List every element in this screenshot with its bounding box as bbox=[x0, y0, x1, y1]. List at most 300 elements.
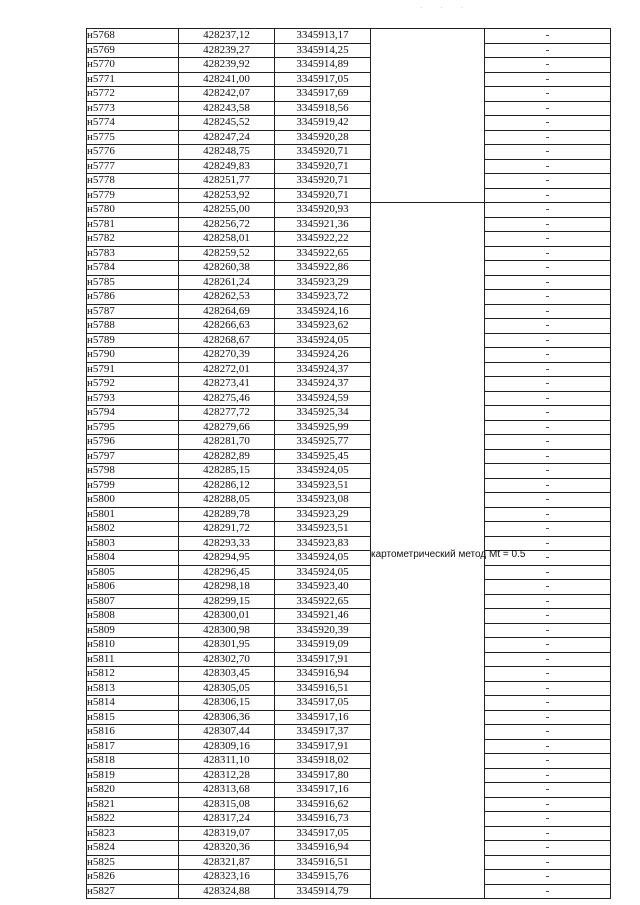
y-coordinate-cell: 3345917,69 bbox=[275, 87, 371, 102]
description-cell: - bbox=[485, 217, 611, 232]
y-coordinate-cell: 3345923,72 bbox=[275, 290, 371, 305]
x-coordinate-cell: 428243,58 bbox=[179, 101, 275, 116]
point-name-cell: н5785 bbox=[87, 275, 179, 290]
table-row bbox=[87, 623, 611, 638]
table-row bbox=[87, 58, 611, 73]
table-row bbox=[87, 754, 611, 769]
point-name-cell: н5804 bbox=[87, 551, 179, 566]
x-coordinate-cell: 428306,15 bbox=[179, 696, 275, 711]
x-coordinate-cell: 428249,83 bbox=[179, 159, 275, 174]
y-coordinate-cell: 3345924,59 bbox=[275, 391, 371, 406]
table-row bbox=[87, 290, 611, 305]
x-coordinate-cell: 428277,72 bbox=[179, 406, 275, 421]
x-coordinate-cell: 428301,95 bbox=[179, 638, 275, 653]
description-cell: - bbox=[485, 464, 611, 479]
x-coordinate-cell: 428313,68 bbox=[179, 783, 275, 798]
description-cell: - bbox=[485, 203, 611, 218]
table-row bbox=[87, 377, 611, 392]
x-coordinate-cell: 428242,07 bbox=[179, 87, 275, 102]
point-name-cell: н5770 bbox=[87, 58, 179, 73]
x-coordinate-cell: 428260,38 bbox=[179, 261, 275, 276]
description-cell: - bbox=[485, 696, 611, 711]
point-name-cell: н5774 bbox=[87, 116, 179, 131]
y-coordinate-cell: 3345923,40 bbox=[275, 580, 371, 595]
x-coordinate-cell: 428286,12 bbox=[179, 478, 275, 493]
point-name-cell: н5775 bbox=[87, 130, 179, 145]
description-cell: - bbox=[485, 58, 611, 73]
x-coordinate-cell: 428253,92 bbox=[179, 188, 275, 203]
point-name-cell: н5781 bbox=[87, 217, 179, 232]
x-coordinate-cell: 428324,88 bbox=[179, 884, 275, 899]
description-cell: - bbox=[485, 493, 611, 508]
point-name-cell: н5778 bbox=[87, 174, 179, 189]
description-cell: - bbox=[485, 551, 611, 566]
coordinates-table bbox=[86, 28, 611, 899]
table-row bbox=[87, 681, 611, 696]
x-coordinate-cell: 428248,75 bbox=[179, 145, 275, 160]
y-coordinate-cell: 3345914,79 bbox=[275, 884, 371, 899]
x-coordinate-cell: 428323,16 bbox=[179, 870, 275, 885]
x-coordinate-cell: 428300,01 bbox=[179, 609, 275, 624]
description-cell: - bbox=[485, 797, 611, 812]
description-cell: - bbox=[485, 667, 611, 682]
method-cell: картометрический метод Mt = 0.5 bbox=[371, 203, 485, 899]
y-coordinate-cell: 3345918,56 bbox=[275, 101, 371, 116]
x-coordinate-cell: 428261,24 bbox=[179, 275, 275, 290]
description-cell: - bbox=[485, 72, 611, 87]
table-row bbox=[87, 159, 611, 174]
x-coordinate-cell: 428282,89 bbox=[179, 449, 275, 464]
description-cell: - bbox=[485, 507, 611, 522]
x-coordinate-cell: 428302,70 bbox=[179, 652, 275, 667]
point-name-cell: н5820 bbox=[87, 783, 179, 798]
table-row bbox=[87, 232, 611, 247]
description-cell: - bbox=[485, 116, 611, 131]
y-coordinate-cell: 3345917,16 bbox=[275, 710, 371, 725]
table-row bbox=[87, 130, 611, 145]
description-cell: - bbox=[485, 725, 611, 740]
x-coordinate-cell: 428264,69 bbox=[179, 304, 275, 319]
y-coordinate-cell: 3345917,05 bbox=[275, 696, 371, 711]
y-coordinate-cell: 3345924,26 bbox=[275, 348, 371, 363]
description-cell: - bbox=[485, 275, 611, 290]
y-coordinate-cell: 3345923,08 bbox=[275, 493, 371, 508]
y-coordinate-cell: 3345922,65 bbox=[275, 594, 371, 609]
table-row bbox=[87, 884, 611, 899]
point-name-cell: н5796 bbox=[87, 435, 179, 450]
description-cell: - bbox=[485, 435, 611, 450]
description-cell: - bbox=[485, 246, 611, 261]
table-row bbox=[87, 362, 611, 377]
y-coordinate-cell: 3345920,71 bbox=[275, 145, 371, 160]
table-row bbox=[87, 725, 611, 740]
y-coordinate-cell: 3345924,37 bbox=[275, 362, 371, 377]
point-name-cell: н5769 bbox=[87, 43, 179, 58]
x-coordinate-cell: 428285,15 bbox=[179, 464, 275, 479]
point-name-cell: н5810 bbox=[87, 638, 179, 653]
x-coordinate-cell: 428291,72 bbox=[179, 522, 275, 537]
table-row bbox=[87, 797, 611, 812]
y-coordinate-cell: 3345916,51 bbox=[275, 681, 371, 696]
table-row bbox=[87, 667, 611, 682]
description-cell: - bbox=[485, 812, 611, 827]
point-name-cell: н5822 bbox=[87, 812, 179, 827]
description-cell: - bbox=[485, 594, 611, 609]
y-coordinate-cell: 3345919,42 bbox=[275, 116, 371, 131]
point-name-cell: н5808 bbox=[87, 609, 179, 624]
table-row bbox=[87, 464, 611, 479]
x-coordinate-cell: 428247,24 bbox=[179, 130, 275, 145]
description-cell: - bbox=[485, 232, 611, 247]
description-cell: - bbox=[485, 783, 611, 798]
table-row bbox=[87, 72, 611, 87]
description-cell: - bbox=[485, 304, 611, 319]
y-coordinate-cell: 3345924,05 bbox=[275, 333, 371, 348]
table-row bbox=[87, 478, 611, 493]
y-coordinate-cell: 3345924,05 bbox=[275, 565, 371, 580]
x-coordinate-cell: 428293,33 bbox=[179, 536, 275, 551]
y-coordinate-cell: 3345923,51 bbox=[275, 478, 371, 493]
table-row bbox=[87, 594, 611, 609]
x-coordinate-cell: 428273,41 bbox=[179, 377, 275, 392]
x-coordinate-cell: 428307,44 bbox=[179, 725, 275, 740]
point-name-cell: н5811 bbox=[87, 652, 179, 667]
y-coordinate-cell: 3345914,89 bbox=[275, 58, 371, 73]
point-name-cell: н5809 bbox=[87, 623, 179, 638]
method-cell-empty bbox=[371, 29, 485, 203]
table-row bbox=[87, 246, 611, 261]
table-row bbox=[87, 29, 611, 44]
x-coordinate-cell: 428258,01 bbox=[179, 232, 275, 247]
table-row bbox=[87, 348, 611, 363]
point-name-cell: н5773 bbox=[87, 101, 179, 116]
table-row bbox=[87, 638, 611, 653]
y-coordinate-cell: 3345923,83 bbox=[275, 536, 371, 551]
x-coordinate-cell: 428312,28 bbox=[179, 768, 275, 783]
x-coordinate-cell: 428268,67 bbox=[179, 333, 275, 348]
description-cell: - bbox=[485, 29, 611, 44]
x-coordinate-cell: 428239,27 bbox=[179, 43, 275, 58]
x-coordinate-cell: 428320,36 bbox=[179, 841, 275, 856]
y-coordinate-cell: 3345922,65 bbox=[275, 246, 371, 261]
y-coordinate-cell: 3345917,16 bbox=[275, 783, 371, 798]
point-name-cell: н5771 bbox=[87, 72, 179, 87]
y-coordinate-cell: 3345916,51 bbox=[275, 855, 371, 870]
description-cell: - bbox=[485, 638, 611, 653]
table-row bbox=[87, 855, 611, 870]
point-name-cell: н5823 bbox=[87, 826, 179, 841]
point-name-cell: н5795 bbox=[87, 420, 179, 435]
y-coordinate-cell: 3345920,39 bbox=[275, 623, 371, 638]
x-coordinate-cell: 428303,45 bbox=[179, 667, 275, 682]
point-name-cell: н5817 bbox=[87, 739, 179, 754]
point-name-cell: н5803 bbox=[87, 536, 179, 551]
point-name-cell: н5821 bbox=[87, 797, 179, 812]
table-row bbox=[87, 333, 611, 348]
y-coordinate-cell: 3345924,16 bbox=[275, 304, 371, 319]
description-cell: - bbox=[485, 884, 611, 899]
y-coordinate-cell: 3345923,29 bbox=[275, 275, 371, 290]
point-name-cell: н5768 bbox=[87, 29, 179, 44]
point-name-cell: н5793 bbox=[87, 391, 179, 406]
description-cell: - bbox=[485, 174, 611, 189]
y-coordinate-cell: 3345918,02 bbox=[275, 754, 371, 769]
table-row bbox=[87, 87, 611, 102]
point-name-cell: н5827 bbox=[87, 884, 179, 899]
description-cell: - bbox=[485, 841, 611, 856]
point-name-cell: н5777 bbox=[87, 159, 179, 174]
point-name-cell: н5779 bbox=[87, 188, 179, 203]
table-row bbox=[87, 188, 611, 203]
description-cell: - bbox=[485, 739, 611, 754]
table-row bbox=[87, 203, 611, 218]
point-name-cell: н5815 bbox=[87, 710, 179, 725]
y-coordinate-cell: 3345921,36 bbox=[275, 217, 371, 232]
y-coordinate-cell: 3345916,62 bbox=[275, 797, 371, 812]
y-coordinate-cell: 3345917,05 bbox=[275, 826, 371, 841]
y-coordinate-cell: 3345916,94 bbox=[275, 667, 371, 682]
table-row bbox=[87, 449, 611, 464]
table-row bbox=[87, 768, 611, 783]
y-coordinate-cell: 3345917,80 bbox=[275, 768, 371, 783]
point-name-cell: н5819 bbox=[87, 768, 179, 783]
y-coordinate-cell: 3345915,76 bbox=[275, 870, 371, 885]
table-row bbox=[87, 652, 611, 667]
y-coordinate-cell: 3345925,77 bbox=[275, 435, 371, 450]
point-name-cell: н5797 bbox=[87, 449, 179, 464]
description-cell: - bbox=[485, 754, 611, 769]
table-row bbox=[87, 217, 611, 232]
x-coordinate-cell: 428321,87 bbox=[179, 855, 275, 870]
point-name-cell: н5816 bbox=[87, 725, 179, 740]
description-cell: - bbox=[485, 348, 611, 363]
x-coordinate-cell: 428311,10 bbox=[179, 754, 275, 769]
x-coordinate-cell: 428299,15 bbox=[179, 594, 275, 609]
x-coordinate-cell: 428245,52 bbox=[179, 116, 275, 131]
point-name-cell: н5780 bbox=[87, 203, 179, 218]
description-cell: - bbox=[485, 681, 611, 696]
table-row bbox=[87, 565, 611, 580]
description-cell: - bbox=[485, 406, 611, 421]
table-row bbox=[87, 391, 611, 406]
description-cell: - bbox=[485, 377, 611, 392]
description-cell: - bbox=[485, 391, 611, 406]
description-cell: - bbox=[485, 609, 611, 624]
y-coordinate-cell: 3345920,28 bbox=[275, 130, 371, 145]
point-name-cell: н5801 bbox=[87, 507, 179, 522]
table-row bbox=[87, 536, 611, 551]
y-coordinate-cell: 3345921,46 bbox=[275, 609, 371, 624]
x-coordinate-cell: 428279,66 bbox=[179, 420, 275, 435]
point-name-cell: н5812 bbox=[87, 667, 179, 682]
description-cell: - bbox=[485, 319, 611, 334]
table-row bbox=[87, 406, 611, 421]
description-cell: - bbox=[485, 826, 611, 841]
y-coordinate-cell: 3345913,17 bbox=[275, 29, 371, 44]
table-row bbox=[87, 145, 611, 160]
description-cell: - bbox=[485, 87, 611, 102]
point-name-cell: н5792 bbox=[87, 377, 179, 392]
y-coordinate-cell: 3345917,91 bbox=[275, 652, 371, 667]
table-row bbox=[87, 580, 611, 595]
table-row bbox=[87, 696, 611, 711]
table-row bbox=[87, 710, 611, 725]
table-row bbox=[87, 609, 611, 624]
point-name-cell: н5798 bbox=[87, 464, 179, 479]
point-name-cell: н5805 bbox=[87, 565, 179, 580]
point-name-cell: н5794 bbox=[87, 406, 179, 421]
description-cell: - bbox=[485, 449, 611, 464]
point-name-cell: н5826 bbox=[87, 870, 179, 885]
point-name-cell: н5802 bbox=[87, 522, 179, 537]
description-cell: - bbox=[485, 710, 611, 725]
y-coordinate-cell: 3345922,86 bbox=[275, 261, 371, 276]
point-name-cell: н5791 bbox=[87, 362, 179, 377]
point-name-cell: н5807 bbox=[87, 594, 179, 609]
description-cell: - bbox=[485, 188, 611, 203]
description-cell: - bbox=[485, 565, 611, 580]
description-cell: - bbox=[485, 580, 611, 595]
scan-marks: · · · bbox=[420, 4, 472, 12]
x-coordinate-cell: 428300,98 bbox=[179, 623, 275, 638]
y-coordinate-cell: 3345914,25 bbox=[275, 43, 371, 58]
x-coordinate-cell: 428255,00 bbox=[179, 203, 275, 218]
y-coordinate-cell: 3345917,05 bbox=[275, 72, 371, 87]
description-cell: - bbox=[485, 145, 611, 160]
table-row bbox=[87, 116, 611, 131]
description-cell: - bbox=[485, 522, 611, 537]
x-coordinate-cell: 428251,77 bbox=[179, 174, 275, 189]
x-coordinate-cell: 428256,72 bbox=[179, 217, 275, 232]
y-coordinate-cell: 3345924,05 bbox=[275, 464, 371, 479]
table-row bbox=[87, 739, 611, 754]
x-coordinate-cell: 428272,01 bbox=[179, 362, 275, 377]
y-coordinate-cell: 3345919,09 bbox=[275, 638, 371, 653]
y-coordinate-cell: 3345920,93 bbox=[275, 203, 371, 218]
y-coordinate-cell: 3345920,71 bbox=[275, 188, 371, 203]
y-coordinate-cell: 3345923,51 bbox=[275, 522, 371, 537]
point-name-cell: н5783 bbox=[87, 246, 179, 261]
description-cell: - bbox=[485, 536, 611, 551]
x-coordinate-cell: 428281,70 bbox=[179, 435, 275, 450]
table-row bbox=[87, 275, 611, 290]
x-coordinate-cell: 428294,95 bbox=[179, 551, 275, 566]
y-coordinate-cell: 3345920,71 bbox=[275, 159, 371, 174]
point-name-cell: н5776 bbox=[87, 145, 179, 160]
x-coordinate-cell: 428237,12 bbox=[179, 29, 275, 44]
point-name-cell: н5789 bbox=[87, 333, 179, 348]
y-coordinate-cell: 3345925,45 bbox=[275, 449, 371, 464]
point-name-cell: н5824 bbox=[87, 841, 179, 856]
description-cell: - bbox=[485, 159, 611, 174]
table-row bbox=[87, 783, 611, 798]
x-coordinate-cell: 428306,36 bbox=[179, 710, 275, 725]
y-coordinate-cell: 3345916,94 bbox=[275, 841, 371, 856]
description-cell: - bbox=[485, 261, 611, 276]
table-row bbox=[87, 826, 611, 841]
description-cell: - bbox=[485, 420, 611, 435]
description-cell: - bbox=[485, 333, 611, 348]
y-coordinate-cell: 3345923,62 bbox=[275, 319, 371, 334]
description-cell: - bbox=[485, 870, 611, 885]
point-name-cell: н5799 bbox=[87, 478, 179, 493]
description-cell: - bbox=[485, 130, 611, 145]
description-cell: - bbox=[485, 855, 611, 870]
x-coordinate-cell: 428262,53 bbox=[179, 290, 275, 305]
point-name-cell: н5784 bbox=[87, 261, 179, 276]
description-cell: - bbox=[485, 290, 611, 305]
x-coordinate-cell: 428317,24 bbox=[179, 812, 275, 827]
y-coordinate-cell: 3345924,37 bbox=[275, 377, 371, 392]
table-row bbox=[87, 841, 611, 856]
table-row bbox=[87, 551, 611, 566]
x-coordinate-cell: 428288,05 bbox=[179, 493, 275, 508]
point-name-cell: н5800 bbox=[87, 493, 179, 508]
point-name-cell: н5814 bbox=[87, 696, 179, 711]
description-cell: - bbox=[485, 43, 611, 58]
y-coordinate-cell: 3345917,91 bbox=[275, 739, 371, 754]
coordinates-table-body bbox=[87, 29, 611, 899]
point-name-cell: н5788 bbox=[87, 319, 179, 334]
table-row bbox=[87, 522, 611, 537]
y-coordinate-cell: 3345925,99 bbox=[275, 420, 371, 435]
table-row bbox=[87, 101, 611, 116]
table-row bbox=[87, 261, 611, 276]
point-name-cell: н5786 bbox=[87, 290, 179, 305]
table-row bbox=[87, 493, 611, 508]
y-coordinate-cell: 3345917,37 bbox=[275, 725, 371, 740]
y-coordinate-cell: 3345922,22 bbox=[275, 232, 371, 247]
x-coordinate-cell: 428275,46 bbox=[179, 391, 275, 406]
point-name-cell: н5813 bbox=[87, 681, 179, 696]
point-name-cell: н5818 bbox=[87, 754, 179, 769]
point-name-cell: н5806 bbox=[87, 580, 179, 595]
x-coordinate-cell: 428296,45 bbox=[179, 565, 275, 580]
description-cell: - bbox=[485, 362, 611, 377]
x-coordinate-cell: 428241,00 bbox=[179, 72, 275, 87]
y-coordinate-cell: 3345923,29 bbox=[275, 507, 371, 522]
description-cell: - bbox=[485, 478, 611, 493]
table-row bbox=[87, 43, 611, 58]
x-coordinate-cell: 428305,05 bbox=[179, 681, 275, 696]
table-row bbox=[87, 420, 611, 435]
point-name-cell: н5790 bbox=[87, 348, 179, 363]
y-coordinate-cell: 3345924,05 bbox=[275, 551, 371, 566]
table-row bbox=[87, 435, 611, 450]
table-row bbox=[87, 319, 611, 334]
table-row bbox=[87, 870, 611, 885]
x-coordinate-cell: 428270,39 bbox=[179, 348, 275, 363]
x-coordinate-cell: 428309,16 bbox=[179, 739, 275, 754]
y-coordinate-cell: 3345916,73 bbox=[275, 812, 371, 827]
x-coordinate-cell: 428289,78 bbox=[179, 507, 275, 522]
x-coordinate-cell: 428259,52 bbox=[179, 246, 275, 261]
y-coordinate-cell: 3345925,34 bbox=[275, 406, 371, 421]
point-name-cell: н5787 bbox=[87, 304, 179, 319]
description-cell: - bbox=[485, 623, 611, 638]
x-coordinate-cell: 428266,63 bbox=[179, 319, 275, 334]
table-row bbox=[87, 812, 611, 827]
description-cell: - bbox=[485, 101, 611, 116]
x-coordinate-cell: 428298,18 bbox=[179, 580, 275, 595]
table-row bbox=[87, 174, 611, 189]
point-name-cell: н5825 bbox=[87, 855, 179, 870]
point-name-cell: н5772 bbox=[87, 87, 179, 102]
description-cell: - bbox=[485, 652, 611, 667]
x-coordinate-cell: 428315,08 bbox=[179, 797, 275, 812]
y-coordinate-cell: 3345920,71 bbox=[275, 174, 371, 189]
description-cell: - bbox=[485, 768, 611, 783]
